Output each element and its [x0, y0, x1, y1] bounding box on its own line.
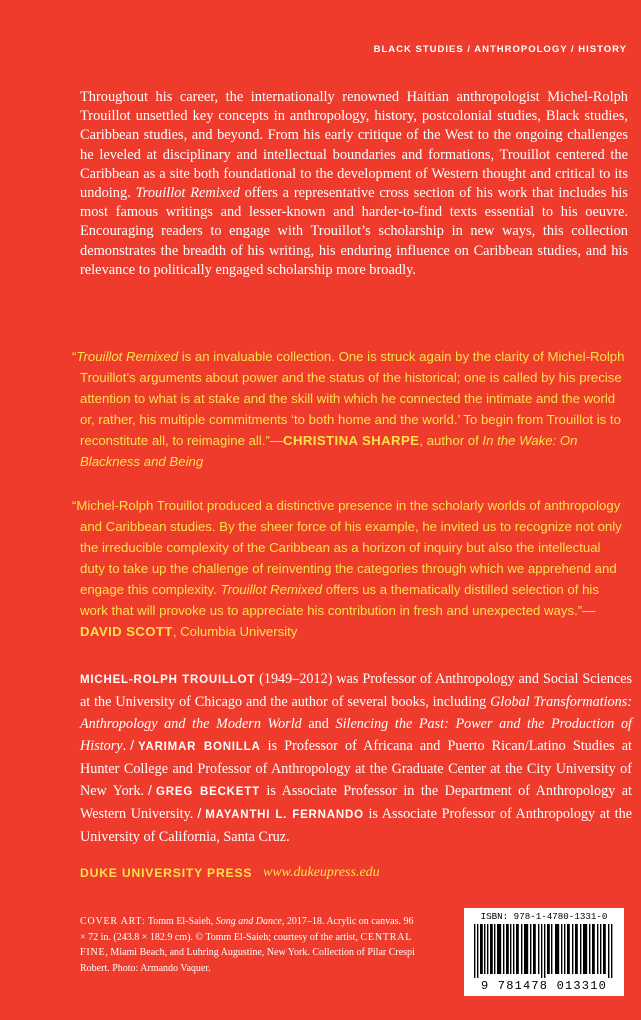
endorsement-quote-sharpe [72, 346, 628, 472]
bio-text-fernando: is Associate Professor of Anthropology at the University of California, Santa Cruz. [80, 806, 633, 845]
bio-book-global-transformations: Global Transformations: Anthropology and the Modern World [80, 694, 632, 732]
bio-name-trouillot: MICHEL-ROLPH TROUILLOT [80, 674, 256, 686]
bio-text-beckett: is Associate Professor in the Department of Anthropology at Western University. [80, 783, 632, 822]
quote2-affiliation: , Columbia University [172, 624, 298, 639]
book-description [80, 88, 628, 280]
quote2-text-part1: “Michel-Rolph Trouillot produced a distinctive presence in the scholarly worlds of anthropology and Caribbean studies. By the sheer force of his example, he invited us to recognize not only the irreducible complexity of the Caribbean as a horizon of inquiry but also the intellectual duty to take up the challenge of reinventing the categories through which we apprehend and engage this complexity. [72, 498, 622, 597]
quote2-book-title: Trouillot Remixed [220, 582, 323, 597]
cover-credit-text2: , 2017–18. Acrylic on canvas. 96 × 72 in. (243.8 × 182.9 cm). © Tomm El-Saieh; courtesy of the artist, [80, 916, 414, 943]
cover-credit-text3: , Miami Beach, and Luhring Augustine, New York. Collection of Pilar Crespi Robert. Photo: Armando Vaquer. [80, 947, 415, 974]
bio-text-bonilla: is Professor of Africana and Puerto Rican/Latino Studies at Hunter College and Professor of Anthropology at the Graduate Center at the City University of New York. [80, 738, 632, 799]
open-quote-mark: “ [72, 349, 77, 364]
quote1-affiliation: , author of [419, 433, 483, 448]
bio-name-beckett: GREG BECKETT [156, 786, 260, 798]
isbn-number: ISBN: 978-1-4780-1331-0 [480, 911, 608, 922]
quote2-author: DAVID SCOTT [80, 624, 173, 639]
bio-separator: / [130, 738, 135, 754]
bio-text-trouillot: (1949–2012) was Professor of Anthropology and Social Sciences at the University of Chicago and the author of several books, including [80, 671, 633, 710]
quote2-text-part2: offers us a thematically distilled selection of his work that will provoke us to appreciate his contribution in fresh and unexpected ways.”— [80, 582, 599, 618]
endorsement-quote-scott [72, 495, 628, 642]
category-label: BLACK STUDIES / ANTHROPOLOGY / HISTORY [373, 44, 627, 55]
isbn-barcode [464, 908, 624, 996]
bio-separator: / [197, 806, 202, 822]
quote1-author: CHRISTINA SHARPE [283, 433, 420, 448]
publisher-website: www.dukeupress.edu [263, 865, 380, 880]
cover-art-label: COVER ART: [80, 916, 146, 927]
gallery-name: CENTRAL FINE [80, 931, 412, 958]
cover-art-title: Song and Dance [215, 916, 282, 927]
cover-credits [80, 914, 420, 976]
blurb-book-title: Trouillot Remixed [135, 185, 240, 202]
quote1-author-book: In the Wake: On Blackness and Being [80, 433, 578, 469]
bio-period: . [122, 738, 127, 754]
barcode-icon [470, 924, 618, 978]
bio-name-fernando: MAYANTHI L. FERNANDO [205, 809, 364, 821]
bio-separator: / [148, 783, 152, 799]
publisher-name: DUKE UNIVERSITY PRESS [80, 866, 253, 880]
author-bios [80, 668, 632, 848]
cover-credit-text1: Tomm El-Saieh, [145, 916, 216, 927]
blurb-part1: Throughout his career, the internationally renowned Haitian anthropologist Michel-Rolph Trouillot unsettled key concepts in anthropology, history, postcolonial studies, Black studies, Caribbean studies, and beyond. From his early critique of the West to the ongoing challenges he leveled at disciplinary and intellectual boundaries and formations, Trouillot centered the Caribbean as a site both foundational to the development of Western thought and critical to its undoing. [80, 89, 628, 202]
quote1-text: is an invaluable collection. One is struck again by the clarity of Michel-Rolph Trouillot’s arguments about power and the status of the historical; one is called by his precise attention to what is at stake and the skill with which he connected the intimate and the world or, rather, his multiple commitments ‘to both home and the world.’ To begin from Trouillot is to reconstitute all, to reimagine all.”— [80, 349, 625, 448]
quote1-book-title: Trouillot Remixed [76, 349, 179, 364]
bio-book-silencing-the-past: Silencing the Past: Power and the Production of History [80, 716, 632, 754]
barcode-digits: 9 781478 013310 [480, 979, 608, 993]
bio-name-bonilla: YARIMAR BONILLA [138, 741, 261, 753]
blurb-part2: offers a representative cross section of his work that includes his most famous writings and lesser-known and harder-to-find texts essential to his oeuvre. Encouraging readers to engage with Trouillot’s scholarship in new ways, this collection demonstrates the breadth of his writing, his enduring influence on Caribbean studies, and his relevance to politically engaged scholarship more broadly. [80, 185, 628, 278]
bio-and: and [301, 716, 336, 732]
